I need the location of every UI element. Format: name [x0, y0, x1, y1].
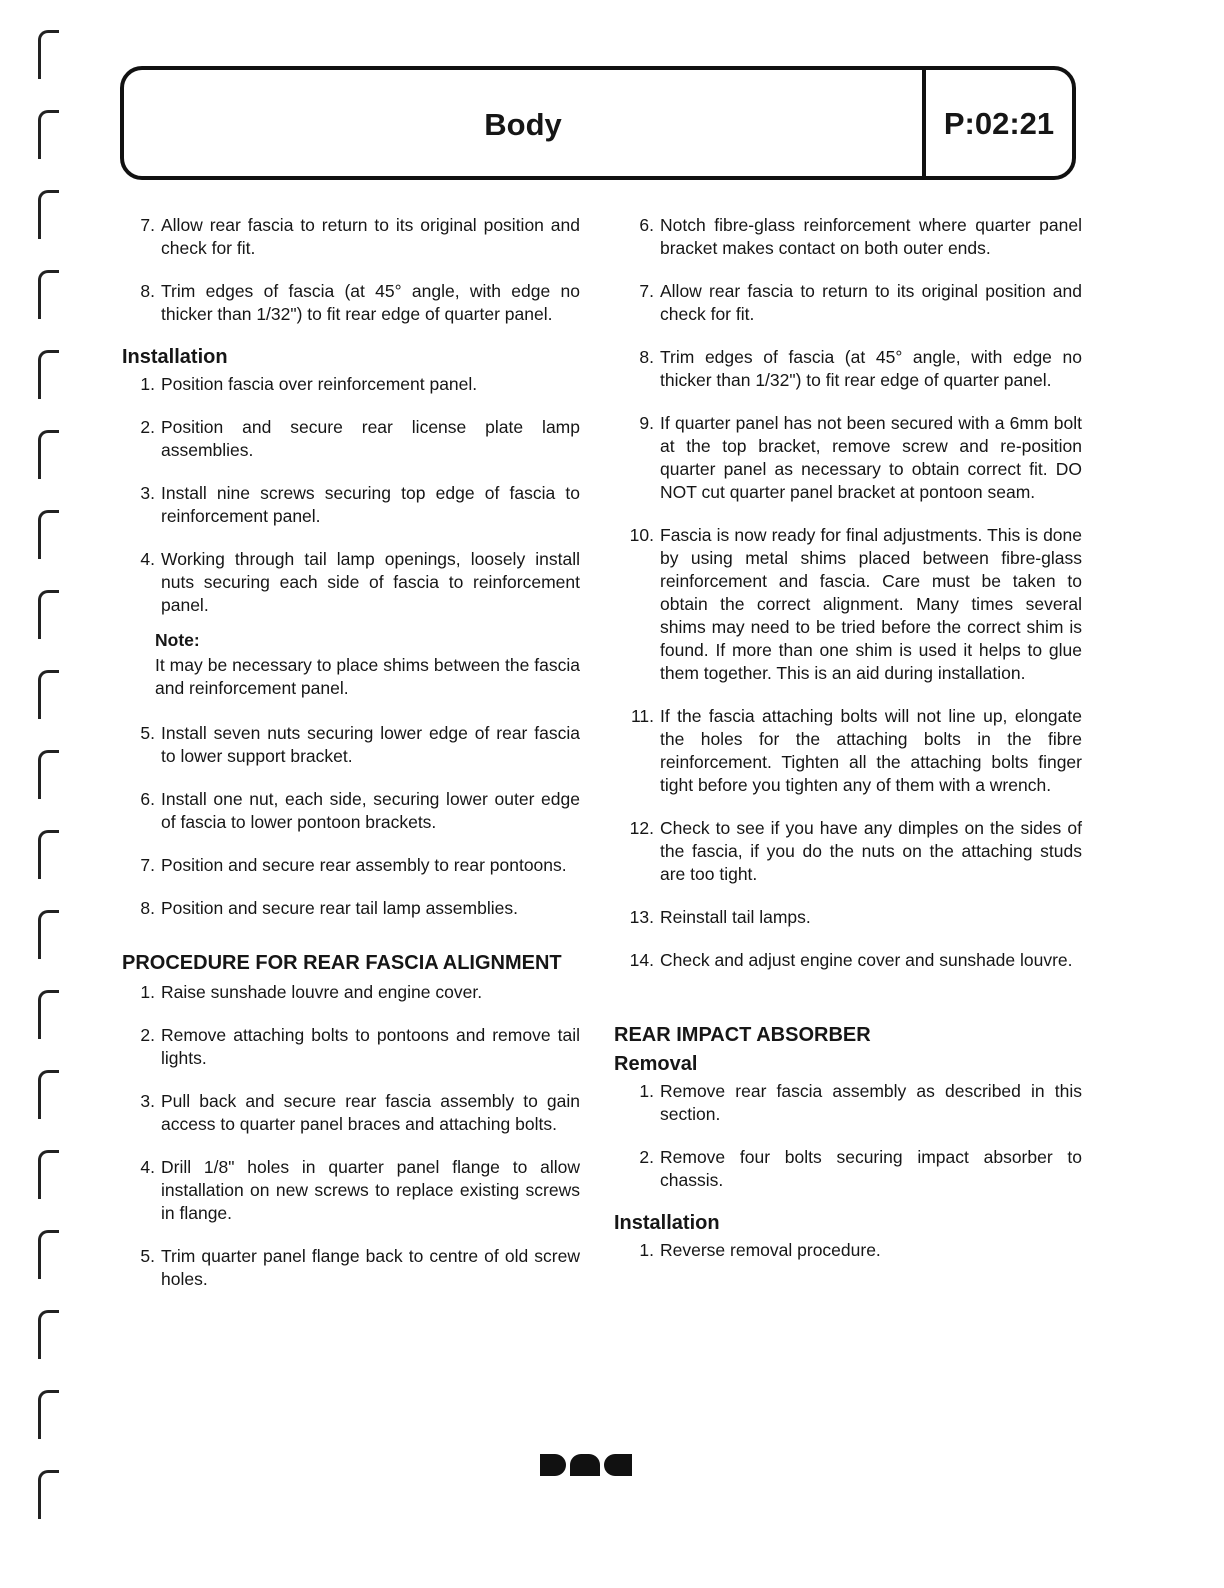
step-text: Install seven nuts securing lower edge of rear fascia to lower support bracket. [161, 723, 580, 766]
list-item [122, 788, 580, 834]
step-number: 4. [140, 549, 155, 569]
absorber-installation-heading: Installation [614, 1212, 720, 1234]
logo-letter-c [604, 1454, 632, 1476]
list-item [122, 482, 580, 528]
step-text: Allow rear fascia to return to its original position and check for fit. [161, 215, 580, 258]
step-text: Trim edges of fascia (at 45° angle, with edge no thicker than 1/32") to fit rear edge of quarter panel. [161, 281, 580, 324]
right-column [614, 214, 1082, 1282]
list-item [614, 412, 1082, 504]
step-number: 1. [140, 982, 155, 1002]
binder-ring [38, 110, 59, 159]
step-number: 9. [639, 413, 654, 433]
absorber-heading: REAR IMPACT ABSORBER [614, 1024, 871, 1046]
binder-ring [38, 1470, 59, 1519]
step-text: Position and secure rear assembly to rear pontoons. [161, 855, 567, 875]
step-text: Install one nut, each side, securing lower outer edge of fascia to lower pontoon brackets. [161, 789, 580, 832]
step-number: 7. [140, 855, 155, 875]
list-item [122, 548, 580, 617]
step-number: 3. [140, 1091, 155, 1111]
removal-steps [614, 1080, 1082, 1192]
step-text: Fascia is now ready for final adjustments. This is done by using metal shims placed between fibre-glass reinforcement and fascia. Care must be taken to obtain the correct alignment. Many times several shims may need to be tried before the correct shim is found. If more than one shim is used it helps to glue them together. This is an aid during installation. [660, 525, 1082, 683]
procedure-heading: PROCEDURE FOR REAR FASCIA ALIGNMENT [122, 952, 562, 974]
logo-letter-m [570, 1454, 600, 1476]
binder-ring [38, 190, 59, 239]
list-item [122, 1245, 580, 1291]
step-number: 1. [639, 1240, 654, 1260]
list-item [122, 1024, 580, 1070]
binder-ring [38, 1310, 59, 1359]
step-number: 7. [140, 215, 155, 235]
note-block [155, 629, 580, 700]
binder-ring [38, 670, 59, 719]
step-number: 3. [140, 483, 155, 503]
step-number: 4. [140, 1157, 155, 1177]
list-item [614, 906, 1082, 929]
removal-heading: Removal [614, 1053, 698, 1075]
step-text: Check and adjust engine cover and sunshade louvre. [660, 950, 1073, 970]
installation-steps [122, 373, 580, 920]
list-item [614, 1146, 1082, 1192]
step-text: Notch fibre-glass reinforcement where quarter panel bracket makes contact on both outer ends. [660, 215, 1082, 258]
step-text: Install nine screws securing top edge of fascia to reinforcement panel. [161, 483, 580, 526]
list-item [122, 722, 580, 768]
list-item [614, 280, 1082, 326]
intro-steps [122, 214, 580, 326]
binder-ring [38, 510, 59, 559]
step-number: 8. [639, 347, 654, 367]
binder-ring [38, 590, 59, 639]
note-text: It may be necessary to place shims between the fascia and reinforcement panel. [155, 655, 580, 698]
procedure-continued-steps [614, 214, 1082, 972]
step-number: 2. [140, 417, 155, 437]
binder-ring [38, 1230, 59, 1279]
step-text: Raise sunshade louvre and engine cover. [161, 982, 483, 1002]
step-text: Pull back and secure rear fascia assembly to gain access to quarter panel braces and attaching bolts. [161, 1091, 580, 1134]
list-item [122, 897, 580, 920]
binder-ring-holes [18, 30, 68, 1530]
binder-ring [38, 1150, 59, 1199]
step-text: Position fascia over reinforcement panel. [161, 374, 478, 394]
step-text: Working through tail lamp openings, loosely install nuts securing each side of fascia to reinforcement panel. [161, 549, 580, 615]
step-text: Trim quarter panel flange back to centre of old screw holes. [161, 1246, 580, 1289]
list-item [614, 1080, 1082, 1126]
step-number: 5. [140, 1246, 155, 1266]
step-number: 8. [140, 898, 155, 918]
dmc-logo [540, 1454, 632, 1476]
step-text: If the fascia attaching bolts will not line up, elongate the holes for the attaching bolts in the fibre reinforcement. Tighten all the attaching bolts finger tight before you tighten any of them with a wrench. [660, 706, 1082, 795]
step-text: Check to see if you have any dimples on the sides of the fascia, if you do the nuts on the attaching studs are too tight. [660, 818, 1082, 884]
step-text: Reverse removal procedure. [660, 1240, 881, 1260]
list-item [122, 214, 580, 260]
step-text: Position and secure rear tail lamp assemblies. [161, 898, 518, 918]
left-column [122, 214, 580, 1311]
step-text: Trim edges of fascia (at 45° angle, with edge no thicker than 1/32") to fit rear edge of quarter panel. [660, 347, 1082, 390]
list-item [614, 949, 1082, 972]
step-text: Remove rear fascia assembly as described in this section. [660, 1081, 1082, 1124]
step-number: 5. [140, 723, 155, 743]
binder-ring [38, 430, 59, 479]
list-item [122, 1090, 580, 1136]
step-number: 1. [639, 1081, 654, 1101]
step-number: 6. [639, 215, 654, 235]
list-item [614, 817, 1082, 886]
binder-ring [38, 1390, 59, 1439]
binder-ring [38, 1070, 59, 1119]
binder-ring [38, 30, 59, 79]
page-code: P:02:21 [922, 70, 1072, 176]
procedure-steps [122, 981, 580, 1291]
step-number: 12. [629, 818, 654, 838]
page-title: Body [484, 107, 562, 142]
binder-ring [38, 910, 59, 959]
step-number: 14. [629, 950, 654, 970]
step-text: Drill 1/8" holes in quarter panel flange to allow installation on new screws to replace existing screws in flange. [161, 1157, 580, 1223]
step-number: 10. [629, 525, 654, 545]
absorber-installation-steps [614, 1239, 1082, 1262]
list-item [122, 416, 580, 462]
step-number: 7. [639, 281, 654, 301]
list-item [614, 524, 1082, 685]
step-text: Allow rear fascia to return to its original position and check for fit. [660, 281, 1082, 324]
list-item [614, 705, 1082, 797]
binder-ring [38, 830, 59, 879]
list-item [614, 214, 1082, 260]
list-item [614, 1239, 1082, 1262]
list-item [122, 981, 580, 1004]
step-text: Reinstall tail lamps. [660, 907, 811, 927]
binder-ring [38, 990, 59, 1039]
installation-heading: Installation [122, 346, 228, 368]
step-number: 11. [630, 706, 654, 726]
list-item [122, 280, 580, 326]
step-number: 2. [140, 1025, 155, 1045]
step-number: 8. [140, 281, 155, 301]
step-number: 13. [629, 907, 654, 927]
list-item [122, 1156, 580, 1225]
step-text: Position and secure rear license plate lamp assemblies. [161, 417, 580, 460]
step-number: 1. [140, 374, 155, 394]
list-item [614, 346, 1082, 392]
step-text: Remove four bolts securing impact absorber to chassis. [660, 1147, 1082, 1190]
logo-letter-d [540, 1454, 566, 1476]
binder-ring [38, 350, 59, 399]
step-number: 2. [639, 1147, 654, 1167]
step-text: If quarter panel has not been secured with a 6mm bolt at the top bracket, remove screw and re-position quarter panel as necessary to obtain correct fit. DO NOT cut quarter panel bracket at pontoon seam. [660, 413, 1082, 502]
step-number: 6. [140, 789, 155, 809]
binder-ring [38, 750, 59, 799]
list-item [122, 854, 580, 877]
list-item [122, 373, 580, 396]
step-text: Remove attaching bolts to pontoons and remove tail lights. [161, 1025, 580, 1068]
page-header [120, 66, 1076, 180]
binder-ring [38, 270, 59, 319]
note-label: Note: [155, 630, 200, 650]
